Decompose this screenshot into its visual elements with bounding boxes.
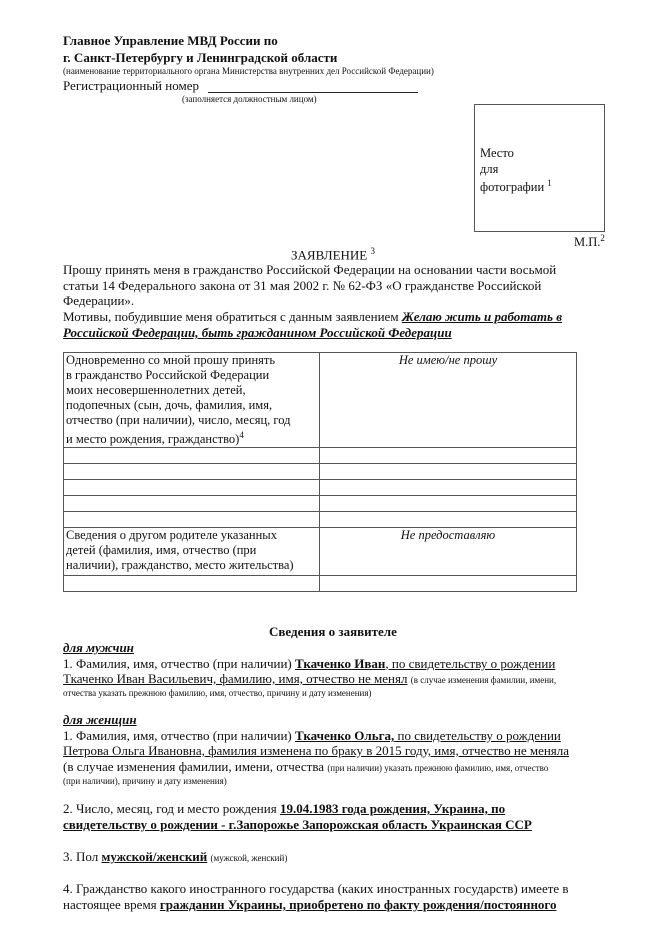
birth-value-line2[interactable]: свидетельству о рождении - г.Запорожье Запорожская область Украинская ССР — [63, 817, 532, 832]
children-row-blank-right[interactable] — [320, 448, 577, 464]
photo-label-3: фотографии $^1$ — [480, 178, 552, 195]
authority-note: (наименование территориального органа Министерства внутренних дел Российской Федерации) — [63, 66, 434, 76]
men-label: для мужчин — [63, 640, 134, 655]
citizenship-line2: настоящее время гражданин Украины, приобретено по факту рождения/постоянного — [63, 897, 557, 912]
women-fullname-line3: (в случае изменения фамилии, имени, отчества (при наличии) указать прежнюю фамилию, имя, отчество — [63, 759, 549, 774]
children-row-blank-left[interactable] — [64, 448, 320, 464]
authority-line2: г. Санкт-Петербургу и Ленинградской области — [63, 50, 338, 65]
stamp-place: М.П.$^2$ — [574, 233, 605, 250]
children-row-blank-right[interactable] — [320, 496, 577, 512]
motives-value[interactable]: Желаю жить и работать в — [401, 309, 563, 324]
photo-label-2: для — [480, 162, 499, 176]
parent-row-blank-right[interactable] — [320, 576, 577, 592]
sex-line: 3. Пол мужской/женский (мужской, женский) — [63, 849, 288, 864]
women-fullname-line1: 1. Фамилия, имя, отчество (при наличии) Ткаченко Ольга, по свидетельству о рождении — [63, 728, 561, 743]
children-row-blank-right[interactable] — [320, 464, 577, 480]
birth-value[interactable]: 19.04.1983 года рождения, Украина, по — [279, 801, 506, 816]
children-table — [63, 352, 577, 592]
parent-label-cell: Сведения о другом родителе указанных детей (фамилия, имя, отчество (при наличии), гражданство, место жительства) — [64, 528, 320, 576]
birth-line1: 2. Число, месяц, год и место рождения 19.04.1983 года рождения, Украина, по — [63, 801, 506, 816]
parent-value-cell[interactable]: Не предоставляю — [320, 528, 577, 576]
registration-number-label: Регистрационный номер — [63, 78, 199, 93]
photo-label-1: Место — [480, 146, 514, 160]
men-fullname-note: отчества указать прежнюю фамилию, имя, отчество, причину и дату изменения) — [63, 688, 372, 698]
citizenship-value[interactable]: гражданин Украины, приобретено по факту рождения/постоянного — [159, 897, 557, 912]
children-row-blank-left[interactable] — [64, 512, 320, 528]
registration-number-note: (заполняется должностным лицом) — [182, 94, 317, 104]
women-fullname-line2[interactable]: Петрова Ольга Ивановна, фамилия изменена по браку в 2015 году, имя, отчество не меняла — [63, 743, 570, 758]
citizenship-line1: 4. Гражданство какого иностранного государства (каких иностранных государств) имеете в — [63, 881, 569, 896]
children-row-blank-right[interactable] — [320, 480, 577, 496]
children-label-cell: Одновременно со мной прошу принять в гражданство Российской Федерации моих несовершеннолетних детей, подопечных (сын, дочь, фамилия, имя, отчество (при наличии), число, месяц, год и место рождения, гражданство)$^4$ — [64, 353, 320, 448]
sex-value[interactable]: мужской/женский — [101, 849, 208, 864]
parent-row-blank-left[interactable] — [64, 576, 320, 592]
children-row-blank-left[interactable] — [64, 464, 320, 480]
children-row-blank-left[interactable] — [64, 480, 320, 496]
men-fullname-value[interactable]: Ткаченко Иван, по свидетельству о рождении — [295, 656, 556, 671]
request-line3: Федерации». — [63, 293, 135, 308]
children-value-cell[interactable]: Не имею/не прошу — [320, 353, 577, 448]
women-fullname-note: (при наличии), причину и дату изменения) — [63, 776, 227, 786]
authority-line1: Главное Управление МВД России по — [63, 33, 278, 48]
children-row-blank-right[interactable] — [320, 512, 577, 528]
men-fullname-line2: Ткаченко Иван Васильевич, фамилию, имя, отчество не менял (в случае изменения фамилии, имени, — [63, 671, 557, 686]
women-label: для женщин — [63, 712, 137, 727]
children-row-blank-left[interactable] — [64, 496, 320, 512]
motives-line1: Мотивы, побудившие меня обратиться с данным заявлением Желаю жить и работать в — [63, 309, 563, 324]
applicant-heading: Сведения о заявителе — [269, 624, 397, 639]
motives-value-line2[interactable]: Российской Федерации, быть гражданином Российской Федерации — [63, 325, 452, 340]
women-fullname-value[interactable]: Ткаченко Ольга, по свидетельству о рождении — [295, 728, 561, 743]
request-line2: статьи 14 Федерального закона от 31 мая 2002 г. № 62-ФЗ «О гражданстве Российской — [63, 278, 542, 293]
men-fullname-line1: 1. Фамилия, имя, отчество (при наличии) Ткаченко Иван, по свидетельству о рождении — [63, 656, 556, 671]
document-title: ЗАЯВЛЕНИЕ $^3$ — [291, 246, 375, 263]
request-line1: Прошу принять меня в гражданство Российской Федерации на основании части восьмой — [63, 262, 557, 277]
registration-number-line[interactable] — [208, 92, 418, 93]
